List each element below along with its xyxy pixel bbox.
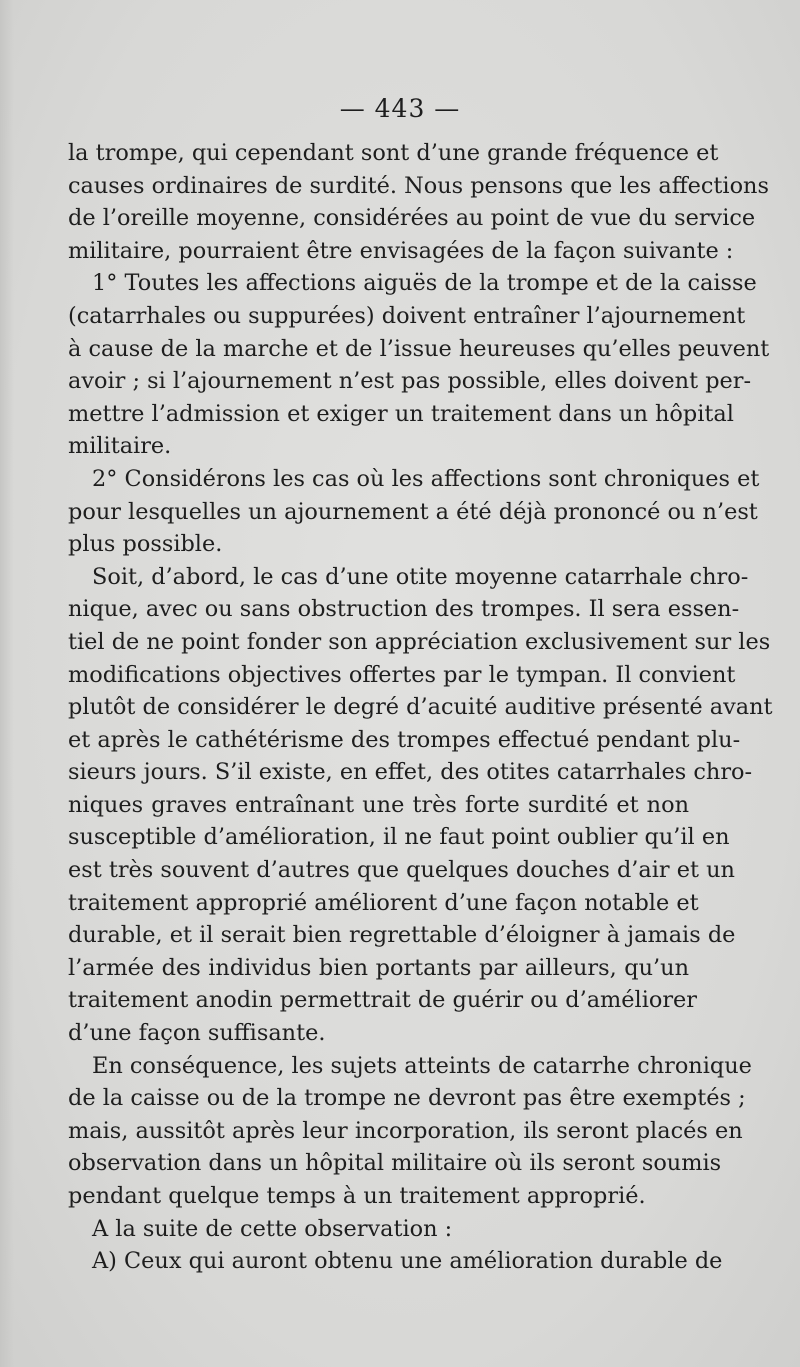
text-line: niques graves entraînant une très forte surdité et non <box>68 791 689 818</box>
text-line: la trompe, qui cependant sont d’une grande fréquence et <box>68 140 719 166</box>
text-line: et après le cathétérisme des trompes effectué pendant plu- <box>68 726 741 753</box>
text-line: modifications objectives offertes par le tympan. Il convient <box>68 661 736 688</box>
text-line: mais, aussitôt après leur incorporation, ils seront placés en <box>68 1117 743 1144</box>
page-number: — 443 — <box>339 94 461 123</box>
text-line: traitement approprié améliorent d’une façon notable et <box>68 889 699 916</box>
text-line: Soit, d’abord, le cas d’une otite moyenne catarrhale chro- <box>92 563 749 590</box>
text-line: durable, et il serait bien regrettable d’éloigner à jamais de <box>68 922 736 949</box>
text-line: tiel de ne point fonder son appréciation exclusivement sur les <box>68 628 771 655</box>
text-line: susceptible d’amélioration, il ne faut point oublier qu’il en <box>68 824 730 851</box>
page-left-edge-shadow <box>0 0 14 1367</box>
text-line: 2° Considérons les cas où les affections sont chroniques et <box>92 465 760 492</box>
text-line: d’une façon suffisante. <box>68 1020 326 1047</box>
text-line: militaire. <box>68 433 172 460</box>
text-line: avoir ; si l’ajournement n’est pas possible, elles doivent per- <box>68 368 752 395</box>
text-line: 1° Toutes les affections aiguës de la trompe et de la caisse <box>92 270 757 297</box>
text-line: plus possible. <box>68 531 223 558</box>
text-line: pour lesquelles un ajournement a été déjà prononcé ou n’est <box>68 498 758 525</box>
text-line: (catarrhales ou suppurées) doivent entraîner l’ajournement <box>68 302 746 329</box>
text-line: militaire, pourraient être envisagées de la façon suivante : <box>68 237 734 264</box>
text-line: plutôt de considérer le degré d’acuité auditive présenté avant <box>68 694 773 721</box>
text-line: mettre l’admission et exiger un traitement dans un hôpital <box>68 400 734 427</box>
text-line: observation dans un hôpital militaire où ils seront soumis <box>68 1150 722 1177</box>
text-line: causes ordinaires de surdité. Nous pensons que les affections <box>68 172 769 199</box>
text-line: est très souvent d’autres que quelques douches d’air et un <box>68 857 735 884</box>
text-line: de l’oreille moyenne, considérées au point de vue du service <box>68 205 756 232</box>
text-line: A la suite de cette observation : <box>92 1215 453 1242</box>
body-text <box>68 137 773 1278</box>
text-line: traitement anodin permettrait de guérir ou d’améliorer <box>68 987 698 1014</box>
text-line: sieurs jours. S’il existe, en effet, des otites catarrhales chro- <box>68 759 753 786</box>
text-line: pendant quelque temps à un traitement approprié. <box>68 1183 646 1209</box>
text-line: à cause de la marche et de l’issue heureuses qu’elles peuvent <box>68 335 770 362</box>
text-line: l’armée des individus bien portants par ailleurs, qu’un <box>68 954 689 981</box>
text-line: En conséquence, les sujets atteints de catarrhe chronique <box>92 1052 752 1079</box>
text-line: nique, avec ou sans obstruction des trompes. Il sera essen- <box>68 596 740 623</box>
text-line: A) Ceux qui auront obtenu une amélioration durable de <box>92 1248 723 1275</box>
text-line: de la caisse ou de la trompe ne devront pas être exemptés ; <box>68 1085 746 1112</box>
